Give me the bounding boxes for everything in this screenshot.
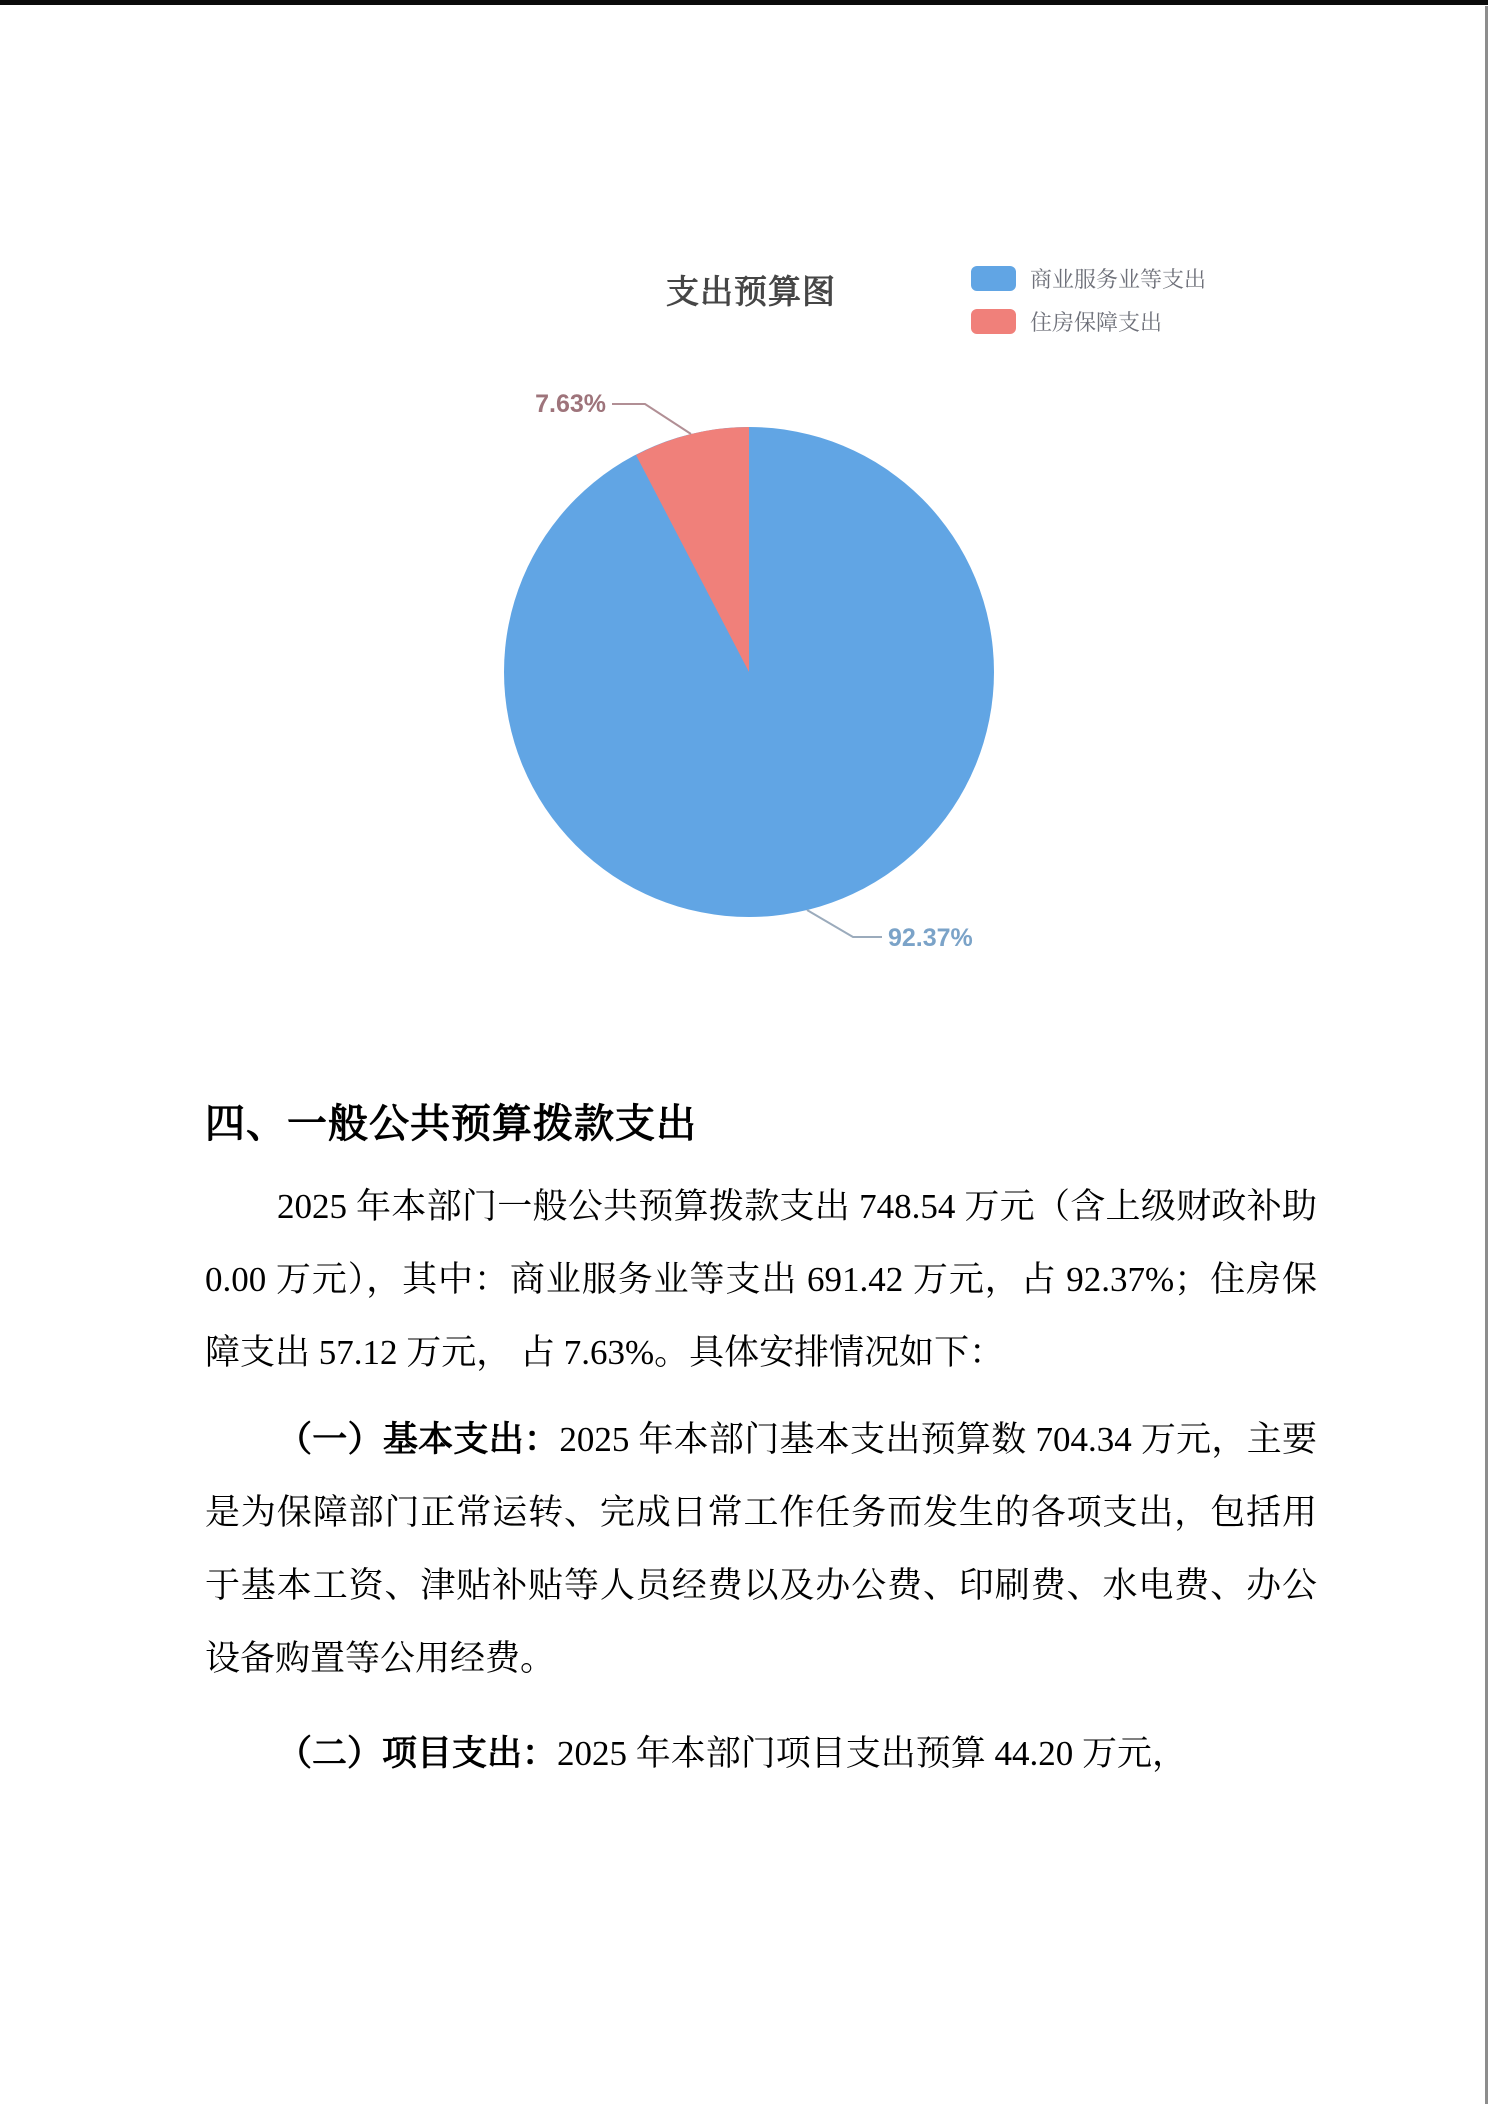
legend-label: 住房保障支出	[1030, 309, 1163, 335]
legend-swatch-blue	[971, 266, 1016, 291]
page-top-border	[0, 0, 1488, 5]
document-body	[205, 1098, 1317, 1804]
paragraph-text: 2025 年本部门一般公共预算拨款支出 748.54 万元（含上级财政补助 0.00 万元），其中：商业服务业等支出 691.42 万元，占 92.37%；住房保障支出 57.12 万元， 占 7.63%。具体安排情况如下：	[205, 1187, 1317, 1372]
paragraph-basic-expenditure	[205, 1403, 1317, 1695]
paragraph-budget-overview	[205, 1170, 1317, 1389]
pie-label-business-services-percent: 92.37%	[888, 924, 973, 952]
paragraph-project-expenditure	[205, 1717, 1317, 1790]
legend-item-business-services[interactable]	[971, 265, 1206, 291]
pie-label-housing-security-percent: 7.63%	[535, 390, 606, 418]
chart-title: 支出预算图	[666, 273, 836, 310]
paragraph-lead: （一）基本支出：	[277, 1420, 560, 1459]
legend-label: 商业服务业等支出	[1030, 266, 1207, 292]
leader-line-housing-security	[612, 404, 691, 434]
pie-chart	[420, 330, 1120, 1010]
paragraph-text: 2025 年本部门基本支出预算数 704.34 万元，主要是为保障部门正常运转、完成日常工作任务而发生的各项支出，包括用于基本工资、津贴补贴等人员经费以及办公费、印刷费、水电费、办公设备购置等公用经费。	[205, 1420, 1317, 1678]
section-heading: 四、一般公共预算拨款支出	[205, 1102, 697, 1146]
paragraph-lead: （二）项目支出：	[277, 1734, 558, 1773]
paragraph-text: 2025 年本部门项目支出预算 44.20 万元，	[557, 1734, 1188, 1773]
leader-line-business-services	[807, 910, 882, 937]
